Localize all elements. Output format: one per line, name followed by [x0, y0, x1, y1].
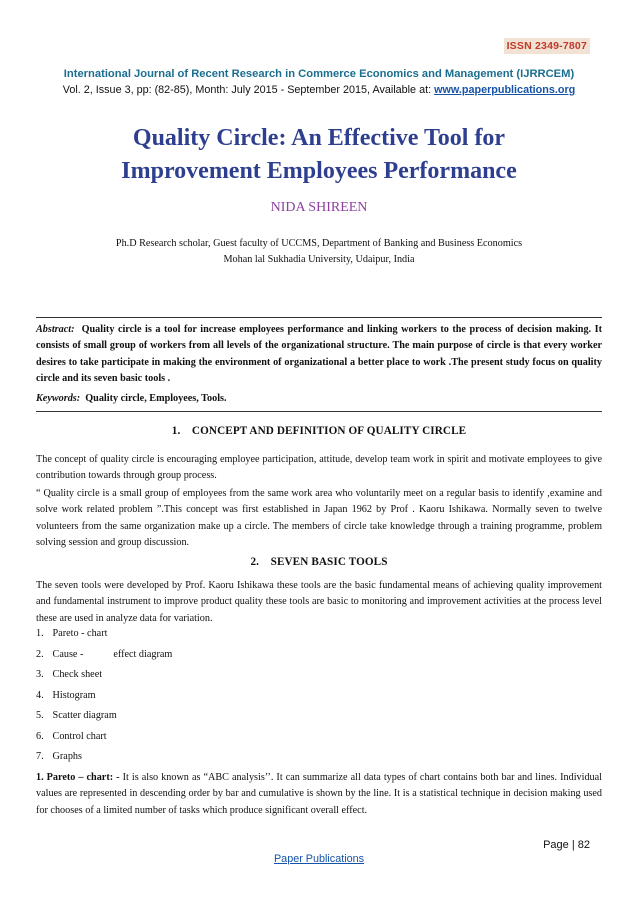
title-line-1: Quality Circle: An Effective Tool for	[132, 125, 506, 151]
tools-list	[36, 626, 602, 770]
list-item: 1. Pareto - chart	[36, 628, 108, 639]
keywords-text: Quality circle, Employees, Tools.	[85, 392, 227, 404]
abstract-paragraph	[36, 322, 602, 388]
journal-name: International Journal of Recent Research in Commerce Economics and Management (IJRRCEM)	[63, 68, 575, 80]
list-item: 6. Control chart	[36, 730, 107, 742]
abstract-label: Abstract:	[36, 324, 75, 335]
journal-url-link[interactable]: www.paperpublications.org	[434, 84, 576, 96]
pareto-text: It is also known as “ABC analysis’’. It can summarize all data types of chart contains both bar and lines. Individual values are represented in descending order by bar and cumulative is shown by the line. It is a statistical technique in decision making used for chooses of a limited number of tasks which produce significant overall effect.	[36, 772, 602, 816]
publisher-link[interactable]: Paper Publications	[273, 853, 365, 865]
list-item: 3. Check sheet	[36, 669, 103, 680]
abstract-section	[36, 317, 602, 412]
list-item: 5. Scatter diagram	[36, 710, 117, 721]
abstract-text: Quality circle is a tool for increase employees performance and linking workers to the process of decision making. It consists of small group of workers from all levels of the organizational structure. The main purpose of circle is that every worker desires to take participate in making the environment of organizational a better place to work .The present study focus on quality circle and its seven basic tools .	[36, 324, 603, 385]
affiliation-line-1: Ph.D Research scholar, Guest faculty of UCCMS, Department of Banking and Business Economics	[115, 238, 523, 249]
section-2-paragraph: The seven tools were developed by Prof. Kaoru Ishikawa these tools are the basic fundamental means of achieving quality improvement and fundamental instrument to improve product quality these tools are basic to monitoring and improvement activities at the process level these are used in analyze data for variation.	[36, 580, 602, 624]
pareto-paragraph	[36, 770, 602, 819]
paper-title	[40, 122, 598, 188]
journal-meta	[0, 82, 638, 98]
list-item: 4. Histogram	[36, 689, 96, 701]
affiliation-line-2: Mohan lal Sukhadia University, Udaipur, India	[223, 254, 415, 265]
author-affiliation	[0, 236, 638, 268]
section-1-heading: 1. CONCEPT AND DEFINITION OF QUALITY CIRCLE	[171, 425, 467, 437]
keywords-label: Keywords:	[36, 392, 81, 404]
pareto-label: 1. Pareto – chart: -	[36, 772, 120, 783]
author-name: NIDA SHIREEN	[270, 200, 368, 215]
keywords-paragraph	[36, 391, 602, 407]
section-1-paragraph-1: The concept of quality circle is encouraging employee participation, attitude, develop team work in spirit and motivate employees to give contribution towards through group process.	[36, 454, 602, 482]
section-1-paragraph-2: “ Quality circle is a small group of employees from the same work area who voluntarily meet on a regular basis to identify ,examine and solve work related problem ”.This concept was first established in Japan 1962 by Prof . Kaoru Ishikawa. Normally seven to twelve volunteers from the same organization make up a circle. The members of circle take knowledge through a training programme, problem solving session and group discussion.	[36, 488, 602, 548]
list-item: 2. Cause - effect diagram	[36, 648, 173, 660]
title-line-2: Improvement Employees Performance	[121, 158, 517, 184]
journal-header	[0, 66, 638, 98]
issn-badge: ISSN 2349-7807	[504, 38, 590, 54]
list-item: 7. Graphs	[36, 751, 82, 762]
page-number: Page | 82	[543, 839, 590, 851]
section-2-heading: 2. SEVEN BASIC TOOLS	[250, 556, 388, 568]
journal-meta-text: Vol. 2, Issue 3, pp: (82-85), Month: July 2015 - September 2015, Available at:	[62, 84, 435, 96]
